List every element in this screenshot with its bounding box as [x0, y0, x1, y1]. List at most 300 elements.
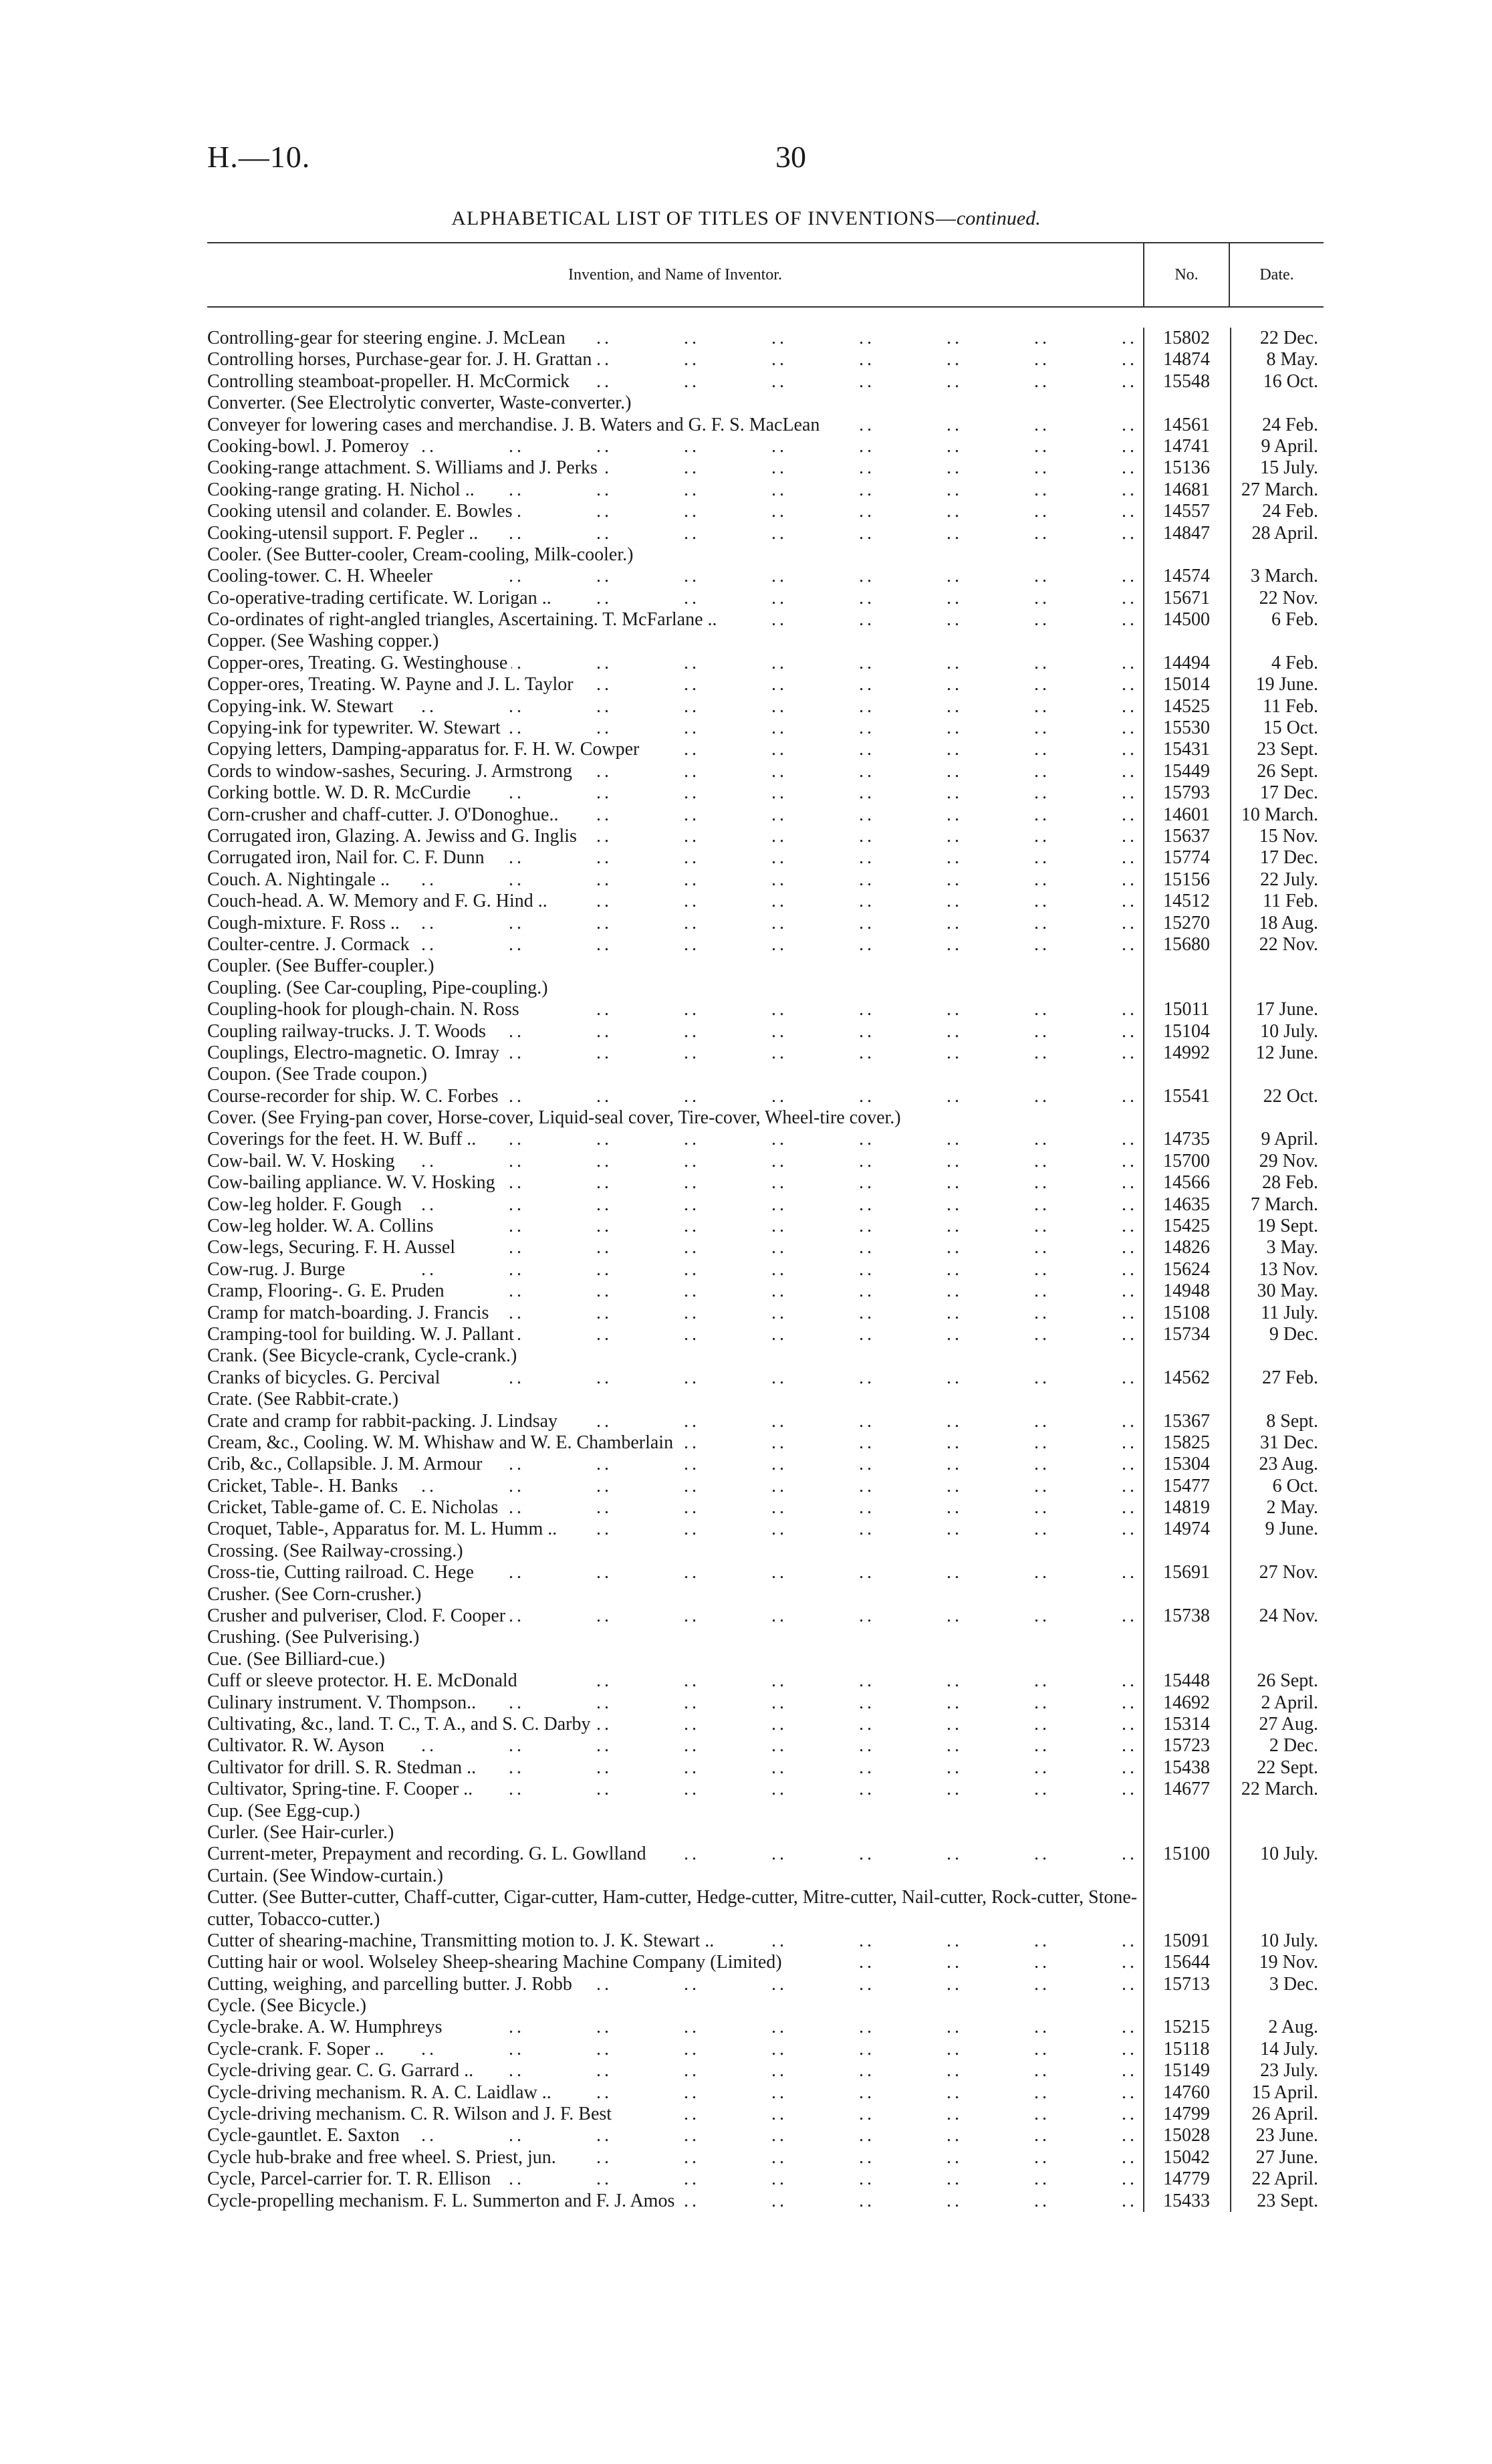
patent-date: 16 Oct. — [1263, 370, 1318, 392]
patent-number: 15541 — [1163, 1085, 1210, 1107]
invention-title-cell — [207, 1216, 1143, 1237]
patent-date: 27 June. — [1255, 2146, 1318, 2168]
invention-title: Copper-ores, Treating. W. Payne and J. L. Taylor — [207, 674, 578, 695]
table-row — [207, 1930, 1324, 1952]
patent-date — [1230, 1801, 1324, 1822]
invention-title: Converter. (See Electrolytic converter, Waste-converter.) — [207, 393, 635, 413]
invention-title: Cow-legs, Securing. F. H. Aussel — [207, 1237, 459, 1258]
invention-title-cell — [207, 1757, 1143, 1779]
invention-title-cell — [207, 782, 1143, 804]
patent-date: 27 Nov. — [1259, 1562, 1318, 1583]
table-row — [207, 1995, 1324, 2017]
invention-title-cell — [207, 1042, 1143, 1064]
patent-date: 9 June. — [1265, 1519, 1318, 1540]
invention-title: Cow-bailing appliance. W. V. Hosking — [207, 1172, 499, 1193]
invention-title-cell — [207, 1779, 1143, 1800]
table-row — [207, 328, 1324, 349]
invention-title-cell — [207, 609, 1143, 631]
table-row — [207, 1194, 1324, 1216]
invention-title-cell — [207, 501, 1143, 522]
patent-number: 14677 — [1163, 1779, 1210, 1800]
table-row — [207, 1367, 1324, 1389]
invention-title: Cultivator for drill. S. R. Stedman .. — [207, 1757, 480, 1778]
invention-title-cell — [207, 1194, 1143, 1216]
patent-number: 15011 — [1163, 999, 1210, 1020]
table-row — [207, 2039, 1324, 2060]
invention-title-cell — [207, 956, 1143, 977]
patent-date: 19 Nov. — [1259, 1952, 1318, 1973]
document-reference: H.—10. — [207, 140, 311, 174]
table-row — [207, 891, 1324, 912]
table-row — [207, 2147, 1324, 2168]
table-row — [207, 739, 1324, 760]
patent-number: 14948 — [1163, 1280, 1210, 1302]
patent-number — [1143, 1801, 1230, 1822]
invention-title-cell — [207, 1822, 1143, 1843]
patent-date: 30 May. — [1257, 1280, 1318, 1302]
patent-date — [1230, 544, 1324, 566]
table-row — [207, 2060, 1324, 2082]
invention-title: Cramp, Flooring-. G. E. Pruden — [207, 1280, 449, 1301]
invention-title: Cow-rug. J. Burge — [207, 1259, 349, 1280]
invention-title: Cycle-propelling mechanism. F. L. Summerton and F. J. Amos — [207, 2191, 678, 2211]
invention-title-cell — [207, 1866, 1143, 1887]
patent-number: 15091 — [1163, 1930, 1210, 1951]
patent-date: 17 Dec. — [1259, 782, 1318, 804]
table-row — [207, 1389, 1324, 1410]
patent-number: 14799 — [1163, 2104, 1210, 2125]
table-row — [207, 1627, 1324, 1648]
patent-number — [1143, 1995, 1230, 2017]
patent-number: 15644 — [1163, 1952, 1210, 1973]
table-row — [207, 1476, 1324, 1497]
patent-number: 15438 — [1163, 1757, 1210, 1778]
invention-title: Cycle. (See Bicycle.) — [207, 1995, 370, 2016]
table-row — [207, 1735, 1324, 1757]
table-row — [207, 1866, 1324, 1887]
invention-title-cell — [207, 1172, 1143, 1194]
table-row — [207, 1280, 1324, 1302]
patent-date: 17 June. — [1255, 999, 1318, 1020]
patent-date: 6 Feb. — [1271, 609, 1318, 631]
invention-title: Couplings, Electro-magnetic. O. Imray — [207, 1042, 503, 1063]
invention-title: Cooking-bowl. J. Pomeroy — [207, 436, 413, 457]
patent-number: 14779 — [1163, 2168, 1210, 2190]
patent-date: 27 Aug. — [1259, 1714, 1318, 1734]
invention-title-cell — [207, 371, 1143, 393]
patent-number — [1143, 631, 1230, 652]
patent-date: 8 Sept. — [1266, 1410, 1318, 1432]
patent-date: 14 July. — [1260, 2038, 1318, 2059]
patent-date: 24 Feb. — [1262, 501, 1318, 522]
invention-title: Cycle-brake. A. W. Humphreys — [207, 2017, 447, 2037]
invention-title: Couch. A. Nightingale .. — [207, 869, 394, 890]
table-row — [207, 653, 1324, 674]
patent-date — [1230, 1389, 1324, 1410]
patent-number: 14557 — [1163, 501, 1210, 522]
table-row — [207, 1822, 1324, 1843]
column-header-date: Date. — [1259, 265, 1294, 284]
patent-date — [1230, 393, 1324, 414]
patent-date: 22 Sept. — [1257, 1757, 1318, 1778]
patent-number: 15314 — [1163, 1714, 1210, 1734]
table-row — [207, 1714, 1324, 1735]
invention-title: Copying-ink. W. Stewart — [207, 696, 397, 717]
invention-title-cell — [207, 415, 1143, 436]
invention-title: Cover. (See Frying-pan cover, Horse-cover, Liquid-seal cover, Tire-cover, Wheel-tire cover.) — [207, 1107, 905, 1128]
invention-title-cell — [207, 1151, 1143, 1172]
patent-number: 14635 — [1163, 1194, 1210, 1215]
patent-date: 27 March. — [1241, 479, 1318, 500]
patent-date — [1230, 1345, 1324, 1367]
patent-number: 15156 — [1163, 869, 1210, 890]
invention-title: Course-recorder for ship. W. C. Forbes — [207, 1086, 502, 1107]
invention-title: Crate. (See Rabbit-crate.) — [207, 1389, 402, 1410]
invention-title: Coupon. (See Trade coupon.) — [207, 1064, 431, 1085]
table-row — [207, 349, 1324, 370]
table-row — [207, 1237, 1324, 1258]
patent-number: 14741 — [1163, 435, 1210, 457]
table-row — [207, 1021, 1324, 1042]
patent-number: 15448 — [1163, 1670, 1210, 1692]
patent-date: 26 April. — [1251, 2104, 1318, 2125]
table-row — [207, 1129, 1324, 1150]
table-row — [207, 1454, 1324, 1475]
invention-title: Co-operative-trading certificate. W. Lorigan .. — [207, 588, 555, 608]
patent-number — [1143, 1866, 1230, 1887]
patent-number: 15680 — [1163, 933, 1210, 955]
invention-title: Coupling-hook for plough-chain. N. Ross — [207, 999, 523, 1020]
invention-title: Cycle-driving mechanism. R. A. C. Laidlaw .. — [207, 2082, 555, 2103]
patent-date: 15 July. — [1260, 457, 1318, 479]
patent-number — [1143, 978, 1230, 999]
patent-number: 14494 — [1163, 652, 1210, 673]
invention-title: Crossing. (See Railway-crossing.) — [207, 1541, 467, 1561]
patent-number: 14500 — [1163, 609, 1210, 631]
patent-date — [1230, 1649, 1324, 1670]
invention-title-cell — [207, 1345, 1143, 1367]
invention-title-cell — [207, 1519, 1143, 1540]
patent-date: 4 Feb. — [1271, 652, 1318, 673]
invention-title-cell — [207, 1735, 1143, 1757]
patent-date: 23 Aug. — [1259, 1454, 1318, 1475]
patent-number: 14681 — [1163, 479, 1210, 500]
patent-date — [1230, 1584, 1324, 1605]
patent-number — [1143, 1887, 1230, 1930]
patent-date: 3 Dec. — [1269, 1973, 1318, 1995]
invention-title: Copper. (See Washing copper.) — [207, 631, 443, 651]
invention-title: Cooler. (See Butter-cooler, Cream-cooling, Milk-cooler.) — [207, 544, 637, 565]
table-body — [207, 328, 1324, 2212]
table-row — [207, 588, 1324, 609]
patent-number: 15637 — [1163, 825, 1210, 847]
patent-number: 14874 — [1163, 349, 1210, 370]
invention-title-cell — [207, 1389, 1143, 1410]
invention-title-cell — [207, 1843, 1143, 1865]
invention-title: Cue. (See Billiard-cue.) — [207, 1649, 389, 1670]
table-row — [207, 1562, 1324, 1583]
invention-title-cell — [207, 436, 1143, 457]
patent-number: 15802 — [1163, 328, 1210, 348]
table-row — [207, 1541, 1324, 1562]
patent-date: 28 April. — [1251, 522, 1318, 544]
invention-title-cell — [207, 1497, 1143, 1519]
invention-title-cell — [207, 1411, 1143, 1432]
patent-number: 15433 — [1163, 2190, 1210, 2211]
table-row — [207, 2168, 1324, 2190]
invention-title-cell — [207, 1454, 1143, 1475]
patent-number: 14819 — [1163, 1497, 1210, 1519]
table-row — [207, 1887, 1324, 1930]
patent-number: 15118 — [1163, 2038, 1210, 2059]
patent-number: 14601 — [1163, 804, 1210, 825]
table-row — [207, 523, 1324, 544]
invention-title: Couch-head. A. W. Memory and F. G. Hind .. — [207, 891, 551, 911]
invention-title: Cup. (See Egg-cup.) — [207, 1801, 364, 1821]
patent-number: 14512 — [1163, 891, 1210, 912]
invention-title: Controlling horses, Purchase-gear for. J. H. Grattan — [207, 349, 596, 370]
patent-number: 15793 — [1163, 782, 1210, 804]
invention-title: Cramp for match-boarding. J. Francis — [207, 1303, 493, 1323]
table-row — [207, 1843, 1324, 1865]
patent-number: 15624 — [1163, 1258, 1210, 1280]
invention-title-cell — [207, 393, 1143, 414]
invention-title: Cooking-range grating. H. Nichol .. — [207, 479, 479, 500]
table-row — [207, 717, 1324, 739]
patent-number: 15028 — [1163, 2125, 1210, 2146]
patent-date — [1230, 1995, 1324, 2017]
table-row — [207, 696, 1324, 717]
patent-date: 12 June. — [1255, 1042, 1318, 1063]
table-row — [207, 956, 1324, 977]
table-row — [207, 415, 1324, 436]
invention-title-cell — [207, 1952, 1143, 1973]
invention-title: Cooking-range attachment. S. Williams and J. Perks — [207, 457, 602, 478]
invention-title: Cultivator. R. W. Ayson — [207, 1735, 388, 1756]
patent-number: 14735 — [1163, 1129, 1210, 1150]
invention-title-cell — [207, 1562, 1143, 1583]
patent-date: 22 March. — [1241, 1779, 1318, 1800]
patent-date: 2 Aug. — [1268, 2017, 1318, 2038]
patent-date: 13 Nov. — [1259, 1258, 1318, 1280]
invention-title: Cycle hub-brake and free wheel. S. Priest, jun. — [207, 2147, 560, 2168]
patent-number: 15825 — [1163, 1432, 1210, 1453]
patent-number — [1143, 1389, 1230, 1410]
table-row — [207, 1411, 1324, 1432]
invention-title: Crusher. (See Corn-crusher.) — [207, 1584, 425, 1605]
patent-number — [1143, 1649, 1230, 1670]
patent-date: 23 Sept. — [1257, 2190, 1318, 2211]
patent-date — [1230, 1887, 1324, 1930]
invention-title: Corrugated iron, Nail for. C. F. Dunn — [207, 847, 489, 868]
patent-number: 15723 — [1163, 1735, 1210, 1757]
table-row — [207, 393, 1324, 414]
patent-date: 11 July. — [1261, 1302, 1318, 1323]
invention-title: Cords to window-sashes, Securing. J. Armstrong — [207, 761, 576, 782]
table-row — [207, 1779, 1324, 1800]
table-row — [207, 1432, 1324, 1454]
patent-date: 23 Sept. — [1257, 739, 1318, 760]
invention-title: Cooking-utensil support. F. Pegler .. — [207, 523, 482, 544]
patent-number: 15774 — [1163, 847, 1210, 869]
patent-number: 15014 — [1163, 674, 1210, 695]
patent-number: 14525 — [1163, 695, 1210, 717]
patent-number: 15700 — [1163, 1150, 1210, 1171]
invention-title-cell — [207, 934, 1143, 956]
table-row — [207, 1974, 1324, 1995]
invention-title: Croquet, Table-, Apparatus for. M. L. Humm .. — [207, 1519, 561, 1539]
invention-title: Cough-mixture. F. Ross .. — [207, 913, 404, 933]
invention-title-cell — [207, 544, 1143, 566]
invention-title: Copper-ores, Treating. G. Westinghouse — [207, 653, 511, 673]
invention-title-cell — [207, 349, 1143, 370]
patent-date: 9 Dec. — [1269, 1323, 1318, 1345]
patent-number: 15042 — [1163, 2146, 1210, 2168]
patent-date — [1230, 631, 1324, 652]
invention-title-cell — [207, 1995, 1143, 2017]
invention-title-cell — [207, 457, 1143, 479]
invention-title: Coupler. (See Buffer-coupler.) — [207, 956, 439, 976]
invention-title: Cutter of shearing-machine, Transmitting motion to. J. K. Stewart .. — [207, 1930, 718, 1951]
table-header — [207, 243, 1324, 308]
invention-title-cell — [207, 891, 1143, 912]
table-row — [207, 1259, 1324, 1280]
table-row — [207, 1303, 1324, 1324]
page-number: 30 — [775, 140, 806, 174]
patent-number — [1143, 1822, 1230, 1843]
table-row — [207, 1584, 1324, 1605]
patent-number: 15548 — [1163, 370, 1210, 392]
patent-date: 27 Feb. — [1262, 1367, 1318, 1388]
table-row — [207, 1151, 1324, 1172]
table-row — [207, 761, 1324, 782]
patent-number — [1143, 1627, 1230, 1648]
invention-title-cell — [207, 1237, 1143, 1258]
invention-title-cell — [207, 2039, 1143, 2060]
invention-title-cell — [207, 761, 1143, 782]
patent-number: 15149 — [1163, 2060, 1210, 2082]
patent-date: 10 July. — [1260, 1020, 1318, 1042]
patent-number: 15713 — [1163, 1973, 1210, 1995]
invention-title: Coupling railway-trucks. J. T. Woods — [207, 1021, 490, 1042]
patent-number — [1143, 393, 1230, 414]
table-row — [207, 2017, 1324, 2038]
invention-title: Cow-bail. W. V. Hosking — [207, 1151, 399, 1171]
invention-title: Cultivator, Spring-tine. F. Cooper .. — [207, 1779, 477, 1799]
patent-date: 6 Oct. — [1272, 1475, 1318, 1496]
invention-title: Crate and cramp for rabbit-packing. J. Lindsay — [207, 1411, 562, 1432]
patent-date: 2 May. — [1266, 1497, 1318, 1519]
invention-title-cell — [207, 2147, 1143, 2168]
invention-title: Cutter. (See Butter-cutter, Chaff-cutter, Cigar-cutter, Ham-cutter, Hedge-cutter, Mitre-cutter, Nail-cutter, Rock-cutter, Stone-cutter, Tobacco-cutter.) — [207, 1887, 1138, 1930]
invention-title-cell — [207, 588, 1143, 609]
patent-number: 15425 — [1163, 1216, 1210, 1237]
list-title-main: ALPHABETICAL LIST OF TITLES OF INVENTIONS— — [451, 207, 957, 229]
invention-title: Cranks of bicycles. G. Percival — [207, 1367, 444, 1388]
invention-title-cell — [207, 653, 1143, 674]
invention-title-cell — [207, 1432, 1143, 1454]
invention-title-cell — [207, 1021, 1143, 1042]
patent-number: 15738 — [1163, 1605, 1210, 1627]
invention-title-cell — [207, 2168, 1143, 2190]
invention-title: Cricket, Table-. H. Banks — [207, 1476, 402, 1496]
table-row — [207, 913, 1324, 934]
invention-title: Curtain. (See Window-curtain.) — [207, 1866, 447, 1886]
invention-title: Controlling steamboat-propeller. H. McCormick — [207, 371, 574, 392]
invention-title: Cultivating, &c., land. T. C., T. A., and S. C. Darby — [207, 1714, 594, 1734]
table-row — [207, 826, 1324, 847]
patent-number — [1143, 1584, 1230, 1605]
column-header-no: No. — [1143, 243, 1230, 306]
patent-number: 15530 — [1163, 717, 1210, 739]
patent-number: 14847 — [1163, 522, 1210, 544]
invention-title: Corking bottle. W. D. R. McCurdie — [207, 782, 475, 803]
patent-date: 15 Oct. — [1263, 717, 1318, 739]
patent-date — [1230, 1064, 1324, 1085]
invention-title: Cutting, weighing, and parcelling butter. J. Robb — [207, 1974, 576, 1995]
patent-date: 19 June. — [1255, 674, 1318, 695]
patent-date: 29 Nov. — [1259, 1150, 1318, 1171]
table-row — [207, 869, 1324, 891]
invention-title-cell — [207, 1714, 1143, 1735]
patent-number: 14574 — [1163, 566, 1210, 587]
invention-title: Cycle-driving mechanism. C. R. Wilson and J. F. Best — [207, 2104, 616, 2124]
table-row — [207, 371, 1324, 393]
invention-title: Cross-tie, Cutting railroad. C. Hege — [207, 1562, 478, 1583]
table-row — [207, 1952, 1324, 1973]
invention-title-cell — [207, 479, 1143, 501]
patent-date: 31 Dec. — [1259, 1432, 1318, 1453]
patent-number — [1143, 1064, 1230, 1085]
table-row — [207, 436, 1324, 457]
invention-title-cell — [207, 1887, 1143, 1930]
table-row — [207, 674, 1324, 695]
invention-title-cell — [207, 1259, 1143, 1280]
patent-number: 15691 — [1163, 1562, 1210, 1583]
table-row — [207, 1086, 1324, 1107]
invention-title: Crank. (See Bicycle-crank, Cycle-crank.) — [207, 1345, 521, 1366]
patent-date: 17 Dec. — [1259, 847, 1318, 869]
patent-number: 15304 — [1163, 1454, 1210, 1475]
invention-title: Cramping-tool for building. W. J. Pallant — [207, 1324, 518, 1345]
table-row — [207, 1670, 1324, 1692]
patent-date: 15 April. — [1251, 2082, 1318, 2103]
table-row — [207, 2125, 1324, 2146]
invention-title-cell — [207, 2104, 1143, 2125]
invention-title: Coulter-centre. J. Cormack — [207, 934, 414, 955]
patent-number: 15367 — [1163, 1410, 1210, 1432]
invention-title: Corrugated iron, Glazing. A. Jewiss and G. Inglis — [207, 826, 581, 847]
patent-date: 24 Nov. — [1259, 1605, 1318, 1627]
invention-title: Coverings for the feet. H. W. Buff .. — [207, 1129, 480, 1149]
patent-number: 15104 — [1163, 1020, 1210, 1042]
invention-title: Cycle, Parcel-carrier for. T. R. Ellison — [207, 2168, 495, 2189]
invention-title-cell — [207, 1605, 1143, 1627]
patent-number — [1143, 1345, 1230, 1367]
invention-title: Cycle-driving gear. C. G. Garrard .. — [207, 2060, 477, 2081]
list-title-continued: continued. — [956, 207, 1041, 229]
table-row — [207, 1519, 1324, 1540]
patent-date: 18 Aug. — [1259, 912, 1318, 933]
table-row — [207, 1324, 1324, 1345]
table-row — [207, 457, 1324, 479]
invention-title-cell — [207, 328, 1143, 349]
patent-number: 15431 — [1163, 739, 1210, 760]
invention-title-cell — [207, 1324, 1143, 1345]
invention-title-cell — [207, 2060, 1143, 2082]
patent-date: 19 Sept. — [1257, 1216, 1318, 1237]
patent-date: 10 March. — [1241, 804, 1318, 825]
